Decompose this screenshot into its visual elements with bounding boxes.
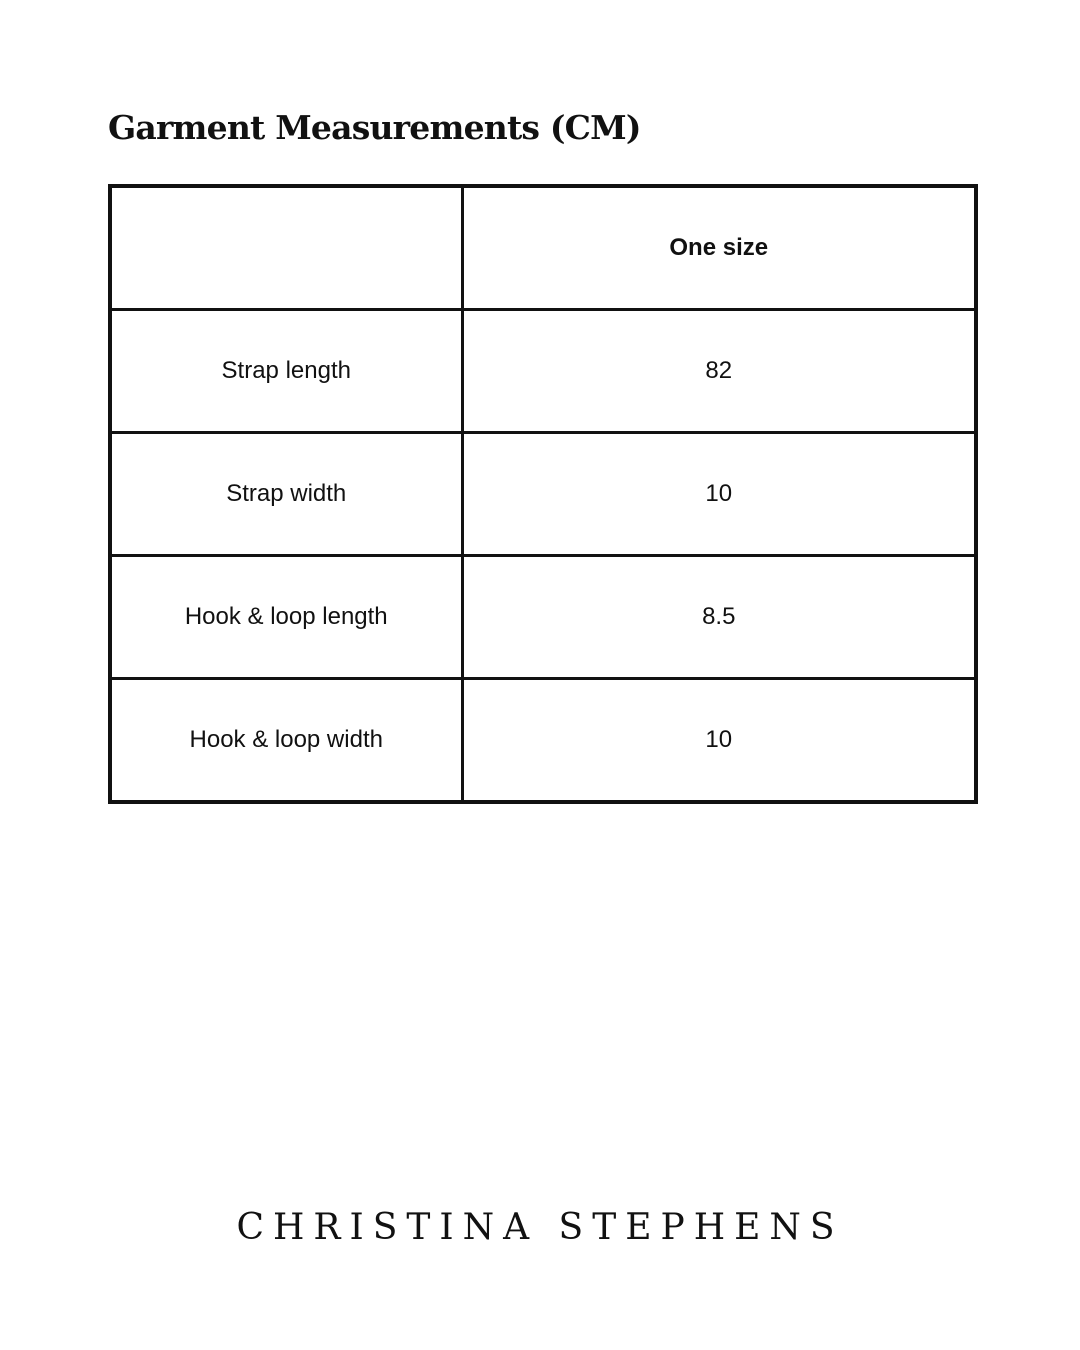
table-row: [110, 310, 976, 433]
brand-wordmark: CHRISTINA STEPHENS: [236, 1207, 844, 1248]
table-row: [110, 433, 976, 556]
measurement-value: 10: [462, 433, 976, 556]
header-empty-cell: [110, 186, 462, 310]
measurement-label: Strap width: [110, 433, 462, 556]
measurement-value: 82: [462, 310, 976, 433]
measurement-value: 8.5: [462, 556, 976, 679]
measurement-label: Hook & loop width: [110, 679, 462, 803]
header-size-cell: One size: [462, 186, 976, 310]
measurements-table: [108, 184, 978, 804]
measurement-label: Strap length: [110, 310, 462, 433]
page-title: Garment Measurements (CM): [108, 108, 641, 147]
measurement-value: 10: [462, 679, 976, 803]
table-header-row: [110, 186, 976, 310]
table-row: [110, 679, 976, 803]
table-row: [110, 556, 976, 679]
measurement-label: Hook & loop length: [110, 556, 462, 679]
